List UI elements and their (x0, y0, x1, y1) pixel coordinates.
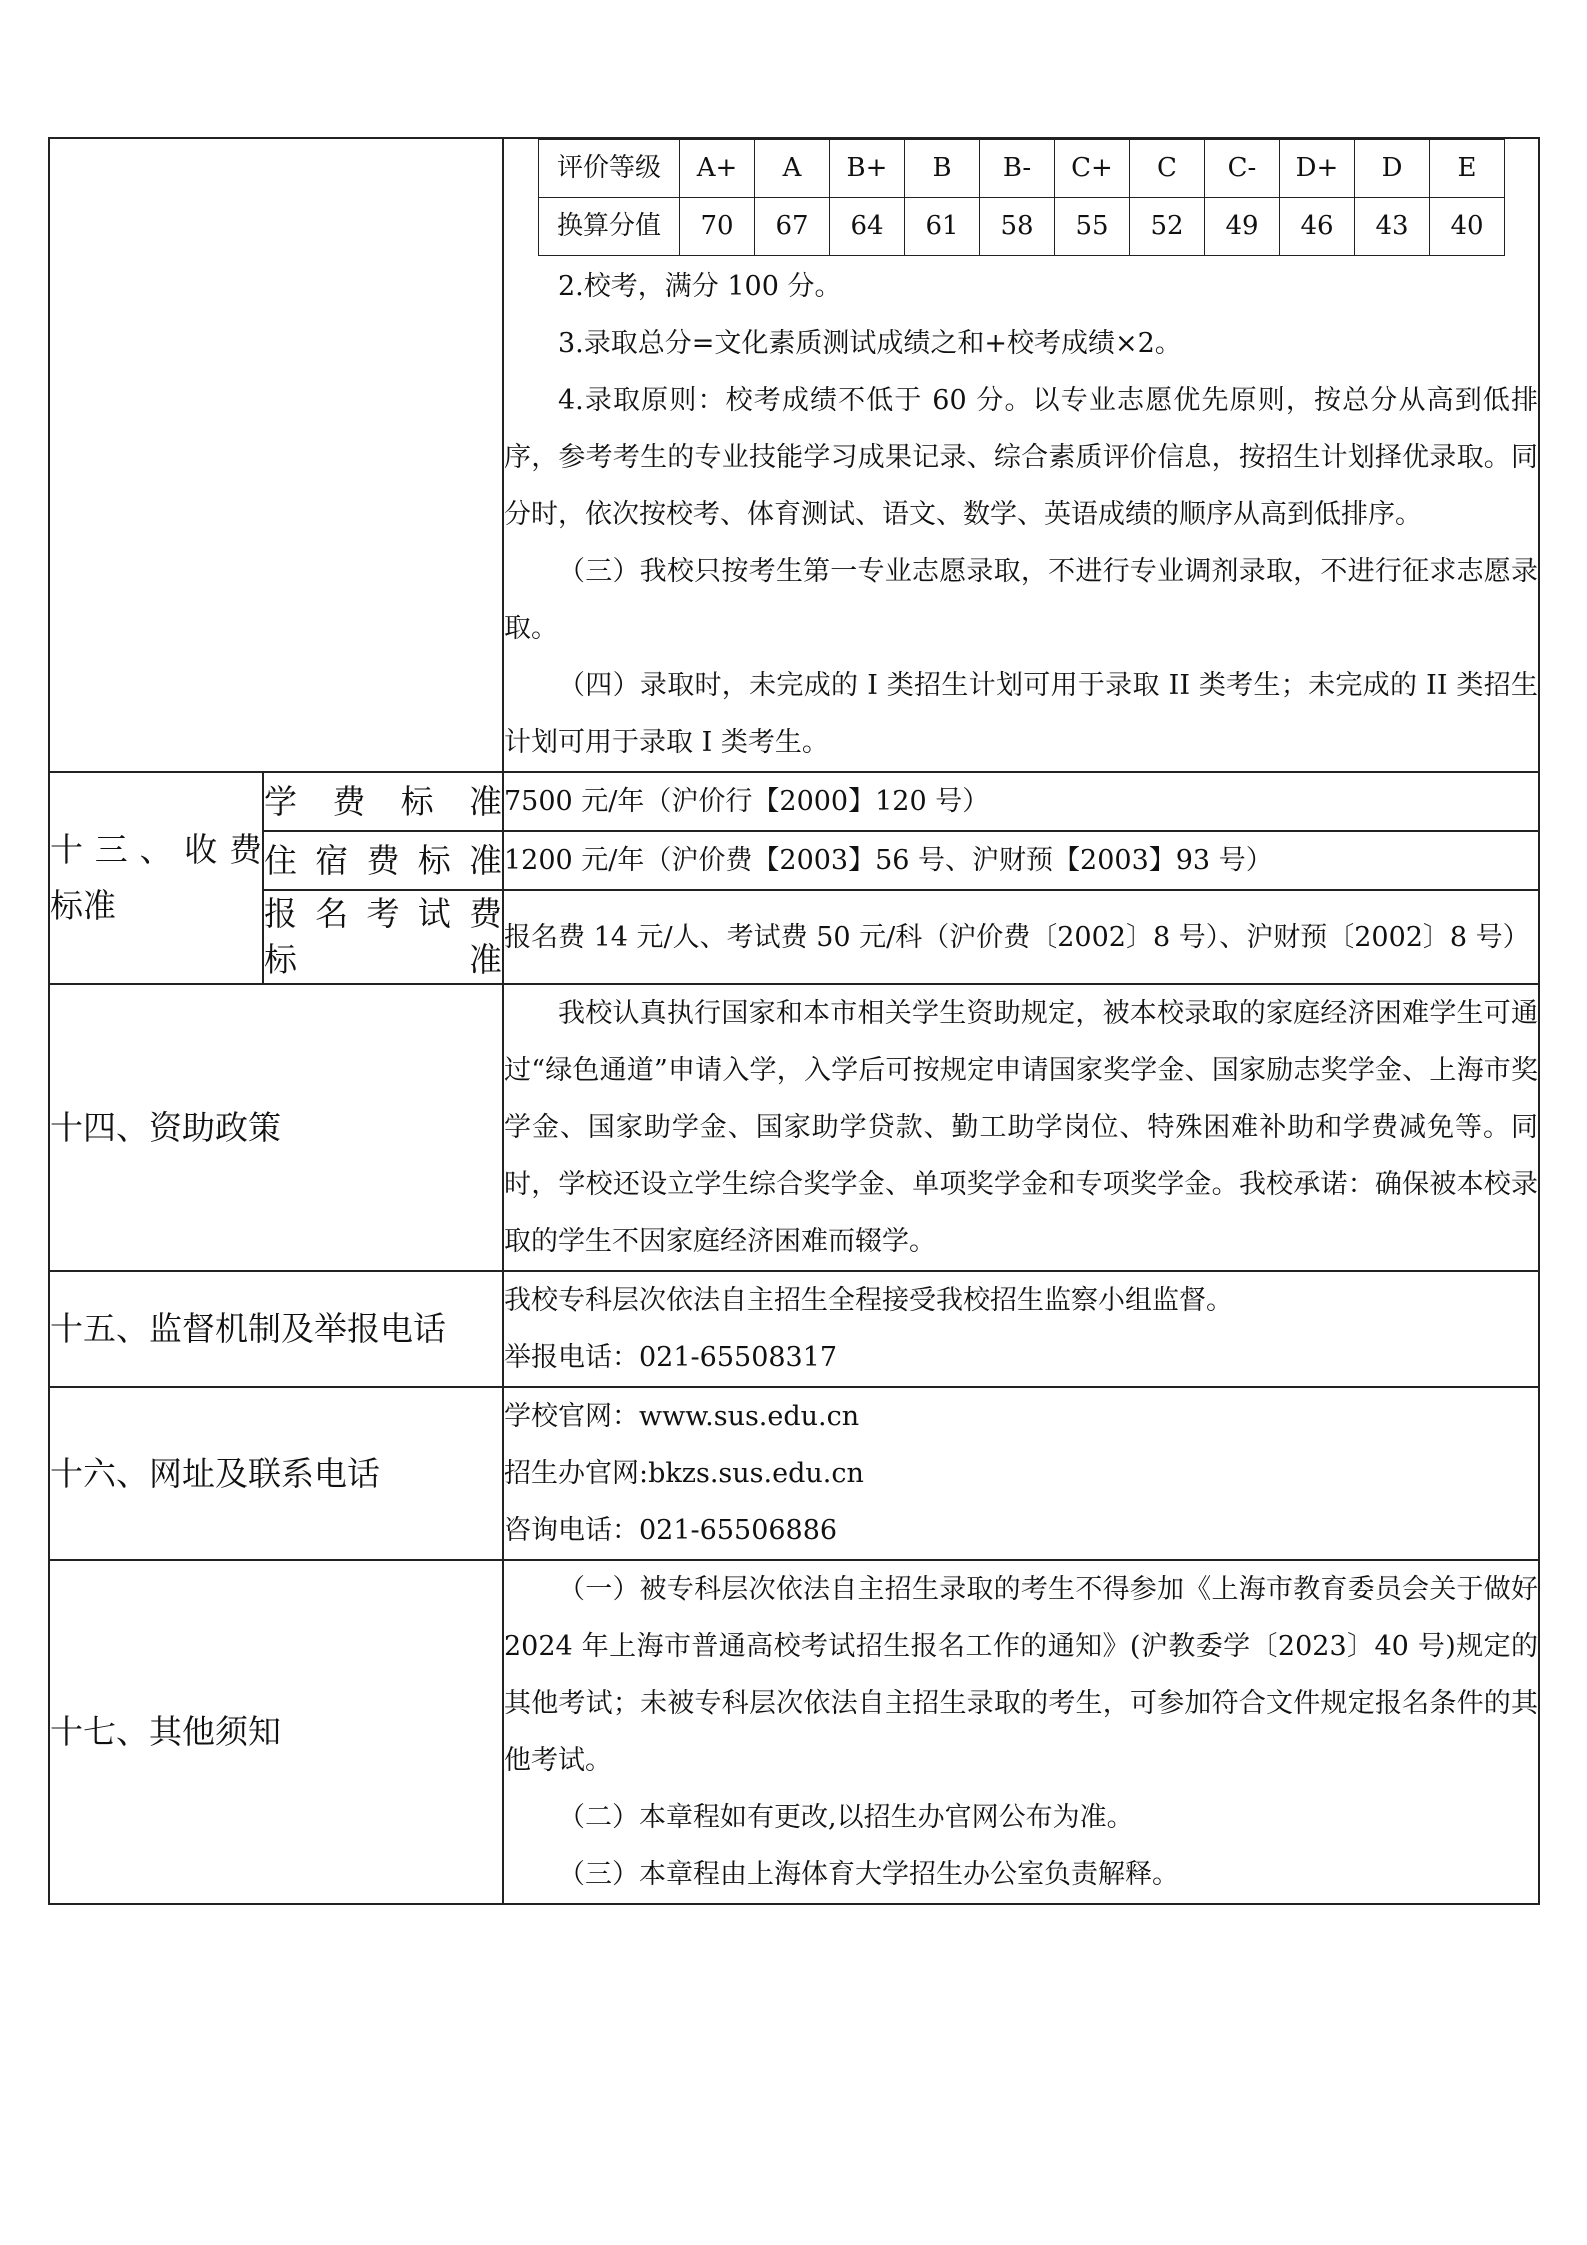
contact-label: 十六、网址及联系电话 (49, 1387, 503, 1560)
grade-cell: B- (980, 140, 1055, 198)
grade-cell: E (1430, 140, 1505, 198)
contact-content (503, 1387, 1539, 1560)
fees-exam-row (49, 890, 1539, 984)
admission-paragraph: （四）录取时，未完成的 I 类招生计划可用于录取 II 类考生；未完成的 II 类招生计划可用于录取 I 类考生。 (504, 670, 1538, 758)
grade-cell: C+ (1055, 140, 1130, 198)
notes-paragraph: （一）被专科层次依法自主招生录取的考生不得参加《上海市教育委员会关于做好 2024 年上海市普通高校考试招生报名工作的通知》(沪教委学〔2023〕40 号)规定的其他考试；未被专科层次依法自主招生录取的考生，可参加符合文件规定报名条件的其他考试。 (504, 1574, 1538, 1776)
grade-row (539, 140, 1505, 198)
score-cell: 61 (905, 198, 980, 256)
score-cell: 46 (1280, 198, 1355, 256)
admission-label-cell (49, 138, 503, 772)
tuition-value: 7500 元/年（沪价行【2000】120 号） (503, 772, 1539, 831)
tuition-label: 学费标准 (264, 781, 502, 821)
score-cell: 49 (1205, 198, 1280, 256)
admission-paragraph: 4.录取原则：校考成绩不低于 60 分。以专业志愿优先原则，按总分从高到低排序，参考考生的专业技能学习成果记录、综合素质评价信息，按招生计划择优录取。同分时，依次按校考、体育测试、语文、数学、英语成绩的顺序从高到低排序。 (504, 385, 1538, 530)
score-cell: 40 (1430, 198, 1505, 256)
supervision-row (49, 1271, 1539, 1387)
grade-conversion-table (538, 139, 1505, 256)
exam-fee-value: 报名费 14 元/人、考试费 50 元/科（沪价费〔2002〕8 号）、沪财预〔2002〕8 号） (503, 890, 1539, 984)
grade-cell: C (1130, 140, 1205, 198)
score-cell: 43 (1355, 198, 1430, 256)
notes-paragraph: （三）本章程由上海体育大学招生办公室负责解释。 (558, 1859, 1179, 1890)
score-cell: 58 (980, 198, 1055, 256)
document-page (48, 137, 1538, 1905)
consult-phone: 咨询电话：021-65506886 (504, 1515, 838, 1546)
fees-label-line2: 标准 (50, 886, 116, 925)
admission-row (49, 138, 1539, 772)
grade-cell: D (1355, 140, 1430, 198)
exam-label-line2: 标准 (264, 940, 502, 979)
lodging-label-cell (263, 831, 503, 890)
grade-row-label: 评价等级 (539, 140, 680, 198)
aid-text: 我校认真执行国家和本市相关学生资助规定，被本校录取的家庭经济困难学生可通过“绿色通道”申请入学，入学后可按规定申请国家奖学金、国家励志奖学金、上海市奖学金、国家助学金、国家助学贷款、勤工助学岗位、特殊困难补助和学费减免等。同时，学校还设立学生综合奖学金、单项奖学金和专项奖学金。我校承诺：确保被本校录取的学生不因家庭经济困难而辍学。 (504, 998, 1538, 1257)
admission-content (503, 138, 1539, 772)
supervision-line: 我校专科层次依法自主招生全程接受我校招生监察小组监督。 (504, 1285, 1233, 1316)
report-phone: 举报电话：021-65508317 (504, 1342, 838, 1373)
school-website: 学校官网：www.sus.edu.cn (504, 1401, 860, 1432)
grade-cell: A+ (680, 140, 755, 198)
aid-content (503, 984, 1539, 1271)
fees-section-label (49, 772, 263, 984)
lodging-label: 住宿费标准 (264, 840, 502, 880)
score-row (539, 198, 1505, 256)
admission-website: 招生办官网:bkzs.sus.edu.cn (504, 1458, 864, 1489)
notes-content (503, 1560, 1539, 1904)
grade-cell: C- (1205, 140, 1280, 198)
fees-tuition-row (49, 772, 1539, 831)
grade-cell: B (905, 140, 980, 198)
score-row-label: 换算分值 (539, 198, 680, 256)
regulation-table (48, 137, 1540, 1905)
score-cell: 67 (755, 198, 830, 256)
grade-cell: A (755, 140, 830, 198)
admission-paragraph: 3.录取总分=文化素质测试成绩之和+校考成绩×2。 (558, 328, 1182, 359)
score-cell: 52 (1130, 198, 1205, 256)
tuition-label-cell (263, 772, 503, 831)
exam-label-cell (263, 890, 503, 984)
notes-paragraph: （二）本章程如有更改,以招生办官网公布为准。 (558, 1802, 1134, 1833)
admission-paragraph: （三）我校只按考生第一专业志愿录取，不进行专业调剂录取，不进行征求志愿录取。 (504, 556, 1538, 644)
score-cell: 55 (1055, 198, 1130, 256)
exam-label-line1: 报名考试费 (264, 894, 502, 933)
fees-lodging-row (49, 831, 1539, 890)
score-cell: 64 (830, 198, 905, 256)
aid-row (49, 984, 1539, 1271)
aid-label: 十四、资助政策 (49, 984, 503, 1271)
contact-row (49, 1387, 1539, 1560)
grade-cell: B+ (830, 140, 905, 198)
supervision-label: 十五、监督机制及举报电话 (49, 1271, 503, 1387)
notes-row (49, 1560, 1539, 1904)
grade-cell: D+ (1280, 140, 1355, 198)
lodging-value: 1200 元/年（沪价费【2003】56 号、沪财预【2003】93 号） (503, 831, 1539, 890)
notes-label: 十七、其他须知 (49, 1560, 503, 1904)
admission-paragraph: 2.校考，满分 100 分。 (558, 271, 842, 302)
fees-label-line1: 十三、收费 (50, 830, 262, 869)
supervision-content (503, 1271, 1539, 1387)
score-cell: 70 (680, 198, 755, 256)
